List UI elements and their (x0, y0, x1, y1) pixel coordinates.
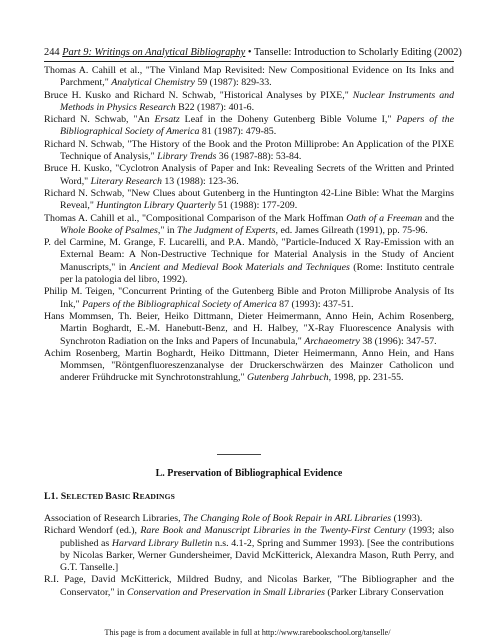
reading-entry: R.I. Page, David McKitterick, Mildred Budny, and Nicolas Barker, "The Bibliographer and the Conservator," in Conservation and Preservation in Small Libraries (Parker Library Conservation (44, 574, 454, 598)
header-separator: • (247, 47, 252, 58)
page-number: 244 (44, 47, 60, 58)
reference-entry: Thomas A. Cahill et al., "Compositional Comparison of the Mark Hoffman Oath of a Freeman and the Whole Booke of Psalmes," in The Judgment of Experts, ed. James Gilreath (1991), pp. 75-96. (44, 212, 454, 236)
reference-entry: Richard N. Schwab, "New Clues about Gutenberg in the Huntington 42-Line Bible: What the Margins Reveal," Huntington Library Quarterly 51 (1988): 177-209. (44, 187, 454, 212)
reference-entry: Philip M. Teigen, "Concurrent Printing of the Gutenberg Bible and Proton Milliprobe Analysis of Its Ink," Papers of the Bibliographical Society of America 87 (1993): 437-51. (44, 286, 454, 310)
chapter-title: Tanselle: Introduction to Scholarly Editing (2002) (253, 47, 462, 58)
reference-entry: P. del Carmine, M. Grange, F. Lucarelli, and P.A. Mandò, "Particle-Induced X Ray-Emission with an External Beam: A Non-Destructive Technique for Material Analysis in the Study of Ancient Manuscripts," in Ancient and Medieval Book Materials and Techniques (Rome: Instituto centrale per la patologia del libro, 1992). (44, 237, 454, 286)
reference-entry: Richard N. Schwab, "The History of the Book and the Proton Milliprobe: An Application of the PIXE Technique of Analysis," Library Trends 36 (1987-88): 53-84. (44, 138, 454, 163)
readings-list (44, 513, 454, 599)
reference-list (44, 65, 454, 385)
reference-entry: Bruce H. Kusko and Richard N. Schwab, "Historical Analyses by PIXE," Nuclear Instruments and Methods in Physics Research B22 (1987): 401-6. (44, 89, 455, 113)
page-footer: This page is from a document available in full at http://www.rarebookschool.org/tanselle/ (104, 628, 391, 637)
reading-entry: Richard Wendorf (ed.), Rare Book and Manuscript Libraries in the Twenty-First Century (1993; also published as Harvard Library Bulletin n.s. 4.1-2, Spring and Summer 1993). [See the contributions by Nicolas Barker, Werner Gundersheimer, David McKitterick, Alexandra Mason, Ruth Perry, and G.T. Tanselle.] (44, 525, 455, 574)
subsection-heading: L1. SELECTED BASIC READINGS (44, 491, 175, 502)
section-title: L. Preservation of Bibliographical Evidence (155, 468, 343, 479)
running-header (44, 46, 462, 59)
subsection-number: L1. (44, 491, 61, 502)
reading-entry: Association of Research Libraries, The Changing Role of Book Repair in ARL Libraries (1993). (44, 513, 423, 524)
reference-entry: Richard N. Schwab, "An Ersatz Leaf in the Doheny Gutenberg Bible Volume I," Papers of the Bibliographical Society of America 81 (1987): 479-85. (44, 114, 455, 138)
reference-entry: Hans Mommsen, Th. Beier, Heiko Dittmann, Dieter Heimermann, Anno Hein, Achim Rosenberg, Martin Boghardt, E.-M. Hanebutt-Benz, and H. Halbey, "X-Ray Fluorescence Analysis with Synchroton Radiation on the Inks and Papers of Incunabula," Archaeometry 38 (1996): 347-57. (44, 310, 454, 347)
reference-entry: Achim Rosenberg, Martin Boghardt, Heiko Dittmann, Dieter Heimermann, Anno Hein, and Hans Mommsen, "Röntgenfluoreszenzanalyse der Druckerschwärzen des Mainzer Catholicon und anderer Frühdrucke mit Synchrotonstrahlung," Gutenberg Jahrbuch, 1998, pp. 231-55. (44, 347, 454, 384)
reference-entry: Thomas A. Cahill et al., "The Vinland Map Revisited: New Compositional Evidence on Its Inks and Parchment," Analytical Chemistry 59 (1987): 829-33. (44, 65, 454, 89)
reference-entry: Bruce H. Kusko, "Cyclotron Analysis of Paper and Ink: Revealing Secrets of the Written and Printed Word," Literary Research 13 (1988): 123-36. (44, 163, 454, 187)
section-divider (217, 454, 261, 455)
header-rule (44, 61, 454, 62)
part-title: Part 9: Writings on Analytical Bibliography (62, 47, 246, 58)
